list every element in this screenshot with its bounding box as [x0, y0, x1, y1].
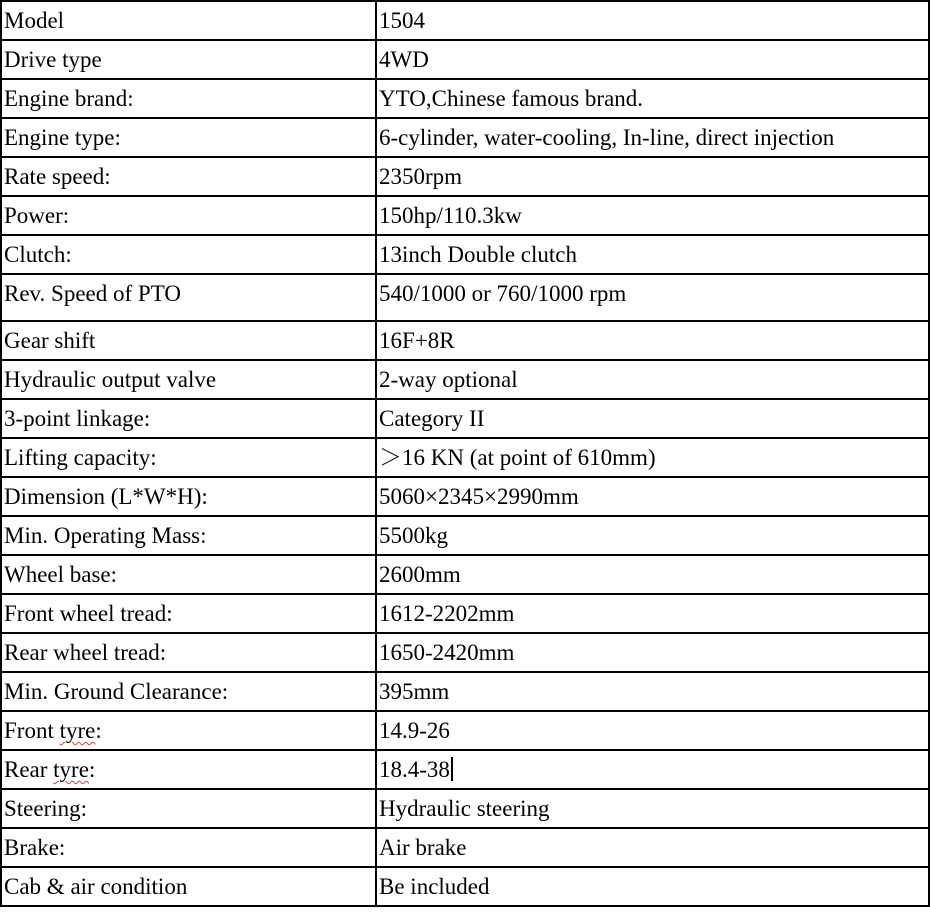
spec-label: Front wheel tread:: [1, 594, 376, 633]
spec-value[interactable]: 5060×2345×2990mm: [376, 477, 929, 516]
spec-label: Engine brand:: [1, 79, 376, 118]
spec-value[interactable]: 1612-2202mm: [376, 594, 929, 633]
table-row: [1, 477, 929, 516]
text-cursor: [451, 757, 453, 781]
spec-value[interactable]: 1504: [376, 1, 929, 40]
table-row: [1, 118, 929, 157]
table-row: [1, 157, 929, 196]
table-row: [1, 1, 929, 40]
spec-value[interactable]: 150hp/110.3kw: [376, 196, 929, 235]
table-row: [1, 399, 929, 438]
spec-label: Min. Operating Mass:: [1, 516, 376, 555]
spec-value[interactable]: 16F+8R: [376, 321, 929, 360]
spec-label: Brake:: [1, 828, 376, 867]
spec-label: Rate speed:: [1, 157, 376, 196]
spec-label: Rev. Speed of PTO: [1, 274, 376, 321]
table-row: [1, 555, 929, 594]
table-row: [1, 438, 929, 477]
spec-value[interactable]: Be included: [376, 867, 929, 906]
spec-value[interactable]: Hydraulic steering: [376, 789, 929, 828]
table-row: [1, 789, 929, 828]
spec-label: Engine type:: [1, 118, 376, 157]
table-row: [1, 196, 929, 235]
spec-label: Dimension (L*W*H):: [1, 477, 376, 516]
spellcheck-word[interactable]: tyre: [59, 717, 96, 743]
label-text: Rear: [4, 756, 54, 782]
spec-value[interactable]: 13inch Double clutch: [376, 235, 929, 274]
table-row: [1, 867, 929, 906]
table-row: [1, 235, 929, 274]
spec-value[interactable]: 395mm: [376, 672, 929, 711]
label-text: :: [88, 756, 96, 782]
spec-value[interactable]: YTO,Chinese famous brand.: [376, 79, 929, 118]
table-row: [1, 40, 929, 79]
spec-label: 3-point linkage:: [1, 399, 376, 438]
spec-label: Model: [1, 1, 376, 40]
label-text: Front: [4, 717, 60, 743]
table-row: [1, 711, 929, 750]
spec-value[interactable]: ＞16 KN (at point of 610mm): [376, 438, 929, 477]
spec-value[interactable]: 540/1000 or 760/1000 rpm: [376, 274, 929, 321]
spec-label: [1, 711, 376, 750]
spec-value[interactable]: 2600mm: [376, 555, 929, 594]
spec-value[interactable]: 5500kg: [376, 516, 929, 555]
spec-label: Cab & air condition: [1, 867, 376, 906]
spec-label: Drive type: [1, 40, 376, 79]
spec-value[interactable]: Category II: [376, 399, 929, 438]
spec-value[interactable]: 1650-2420mm: [376, 633, 929, 672]
spec-value[interactable]: 14.9-26: [376, 711, 929, 750]
table-row: [1, 828, 929, 867]
table-row: [1, 672, 929, 711]
table-row: [1, 360, 929, 399]
spec-label: Power:: [1, 196, 376, 235]
spec-label: Rear wheel tread:: [1, 633, 376, 672]
spec-value[interactable]: Air brake: [376, 828, 929, 867]
spec-label: Gear shift: [1, 321, 376, 360]
spec-value[interactable]: [376, 750, 929, 789]
table-row: [1, 516, 929, 555]
table-row: [1, 274, 929, 321]
spec-label: Steering:: [1, 789, 376, 828]
table-row: [1, 321, 929, 360]
label-text: :: [95, 717, 102, 743]
value-text: 18.4-38: [379, 756, 450, 782]
spec-label: Clutch:: [1, 235, 376, 274]
spec-value[interactable]: 2350rpm: [376, 157, 929, 196]
spellcheck-word[interactable]: tyre: [53, 756, 89, 782]
spec-value[interactable]: 4WD: [376, 40, 929, 79]
spec-value[interactable]: 2-way optional: [376, 360, 929, 399]
spec-label: Wheel base:: [1, 555, 376, 594]
table-row: [1, 79, 929, 118]
table-row: [1, 633, 929, 672]
spec-label: [1, 750, 376, 789]
spec-value[interactable]: 6-cylinder, water-cooling, In-line, direct injection: [376, 118, 929, 157]
spec-label: Min. Ground Clearance:: [1, 672, 376, 711]
table-row: [1, 594, 929, 633]
table-row: [1, 750, 929, 789]
spec-label: Lifting capacity:: [1, 438, 376, 477]
spec-label: Hydraulic output valve: [1, 360, 376, 399]
